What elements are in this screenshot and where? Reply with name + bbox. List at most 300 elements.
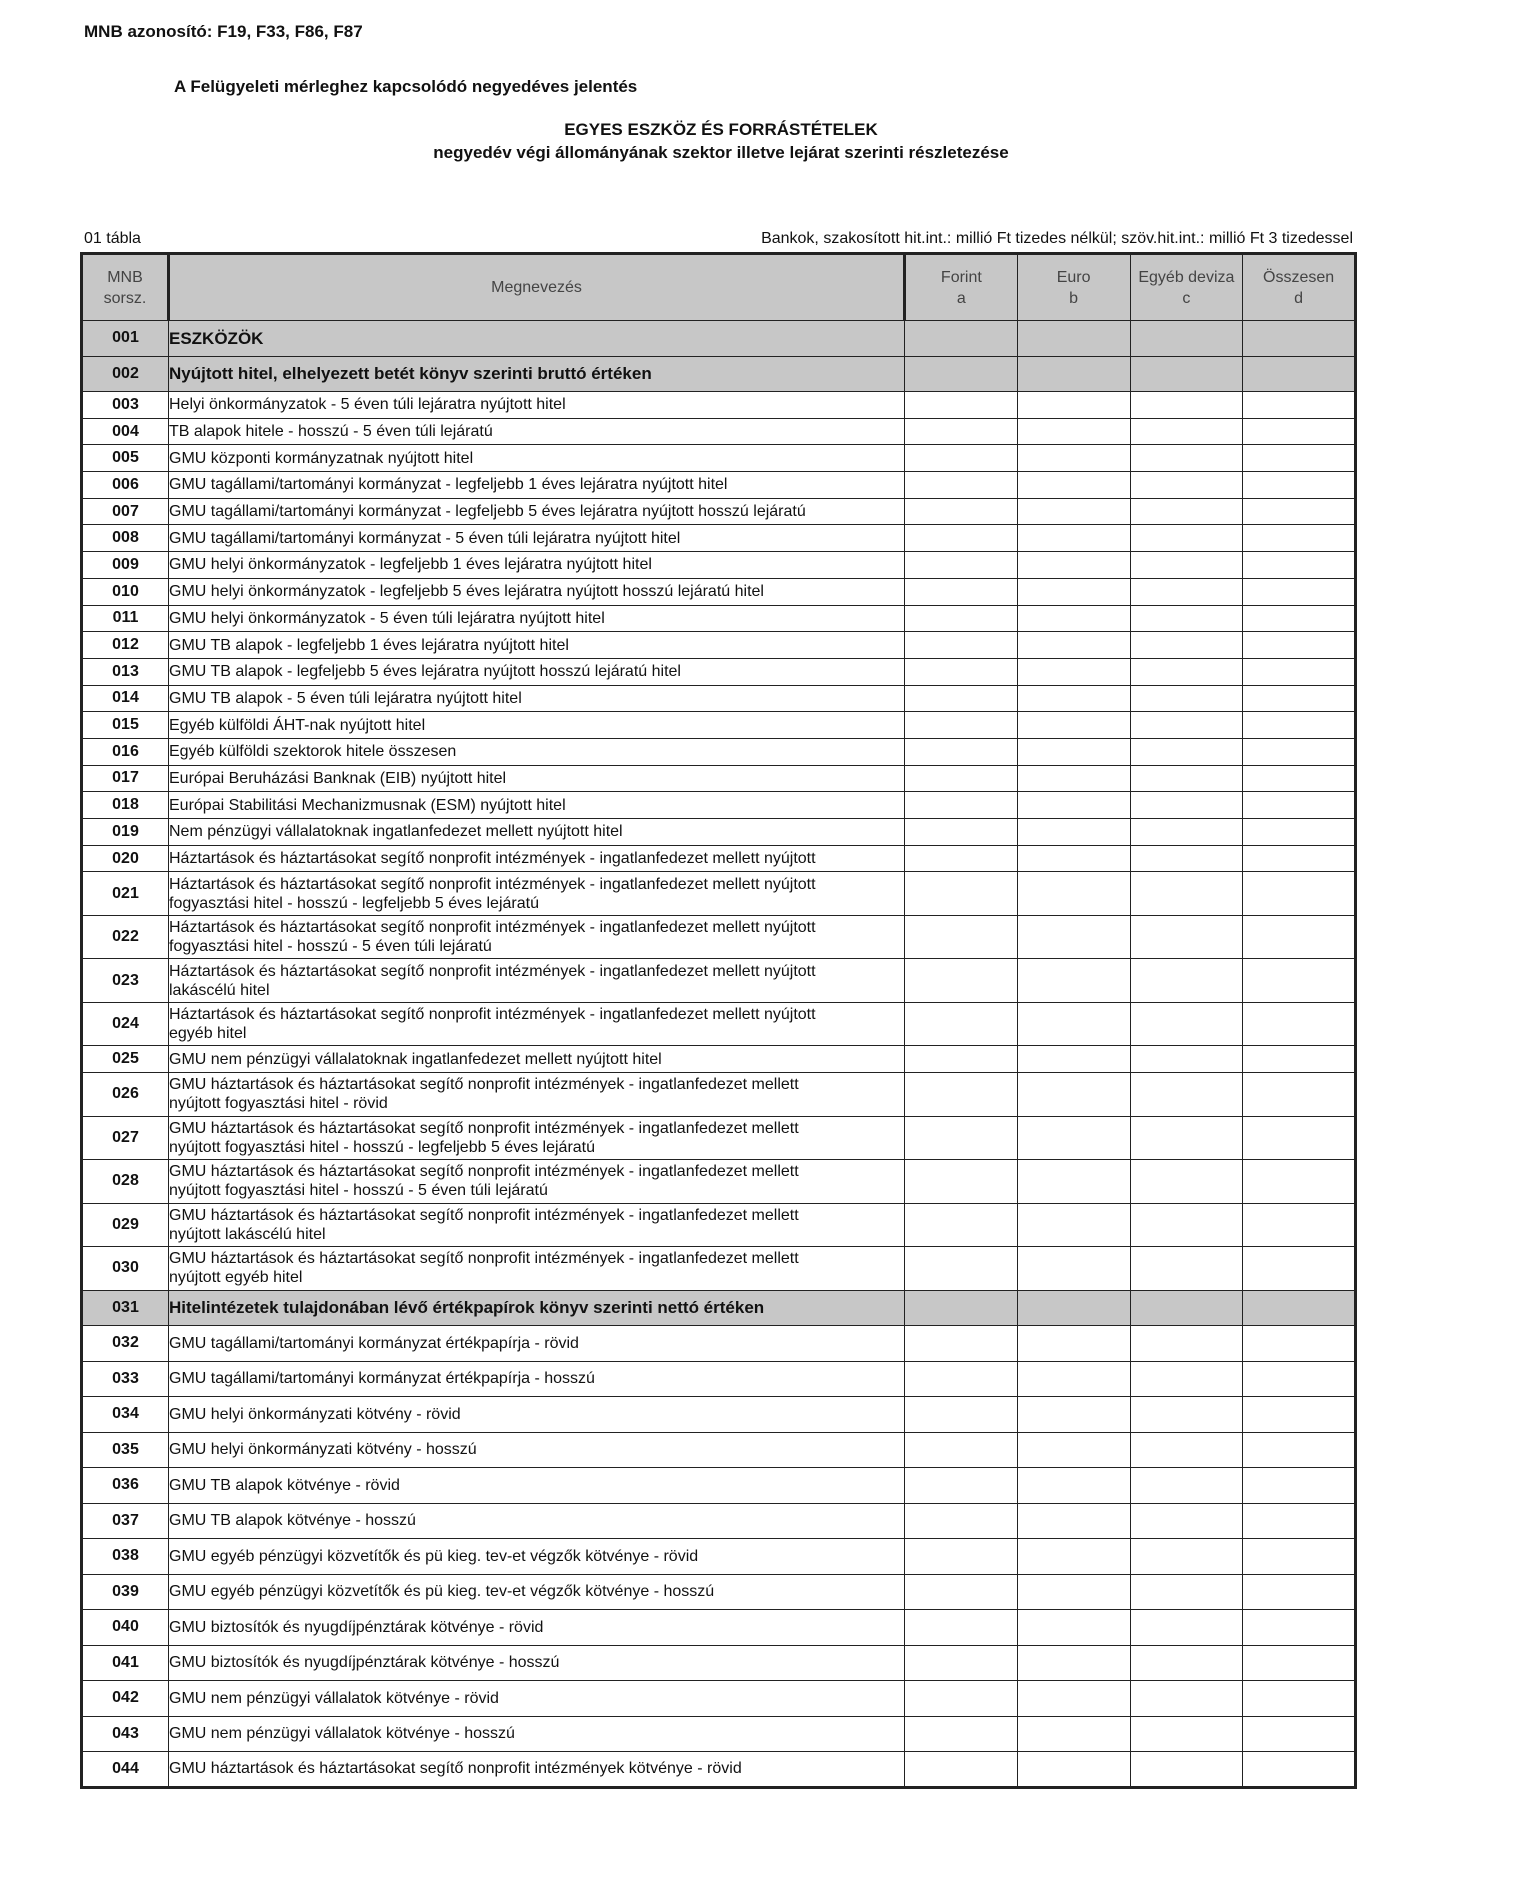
document-title: EGYES ESZKÖZ ÉS FORRÁSTÉTELEK	[564, 120, 878, 139]
row-number: 026	[82, 1073, 169, 1117]
row-label	[169, 738, 905, 765]
value-cell-euro[interactable]	[1017, 392, 1130, 419]
table-row	[82, 1432, 1356, 1468]
row-label	[169, 321, 905, 357]
row-label-line: GMU nem pénzügyi vállalatok kötvénye - rövid	[169, 1689, 499, 1707]
value-cell-euro[interactable]	[1017, 765, 1130, 792]
value-cell-forint[interactable]	[905, 632, 1018, 659]
row-label	[169, 498, 905, 525]
row-label	[169, 1073, 905, 1117]
value-cell-osszesen[interactable]	[1243, 1432, 1356, 1468]
value-cell-forint[interactable]	[905, 1160, 1018, 1204]
value-cell-forint[interactable]	[905, 321, 1018, 357]
value-cell-osszesen[interactable]	[1243, 321, 1356, 357]
value-cell-forint[interactable]	[905, 658, 1018, 685]
row-label-line: GMU helyi önkormányzatok - 5 éven túli lejáratra nyújtott hitel	[169, 609, 605, 627]
value-cell-euro[interactable]	[1017, 1574, 1130, 1610]
value-cell-forint[interactable]	[905, 1752, 1018, 1788]
row-label	[169, 1361, 905, 1397]
row-number: 036	[82, 1468, 169, 1504]
table-row	[82, 418, 1356, 445]
value-cell-forint[interactable]	[905, 1432, 1018, 1468]
value-cell-euro[interactable]	[1017, 845, 1130, 872]
value-cell-osszesen[interactable]	[1243, 1645, 1356, 1681]
value-cell-osszesen[interactable]	[1243, 915, 1356, 959]
row-label	[169, 472, 905, 499]
table-row	[82, 738, 1356, 765]
row-label	[169, 1203, 905, 1247]
value-cell-egyeb-deviza[interactable]	[1130, 765, 1243, 792]
value-cell-egyeb-deviza[interactable]	[1130, 1046, 1243, 1073]
value-cell-forint[interactable]	[905, 1073, 1018, 1117]
value-cell-egyeb-deviza[interactable]	[1130, 552, 1243, 579]
table-row	[82, 392, 1356, 419]
row-label	[169, 632, 905, 659]
value-cell-egyeb-deviza[interactable]	[1130, 1539, 1243, 1575]
value-cell-osszesen[interactable]	[1243, 1397, 1356, 1433]
row-label	[169, 1681, 905, 1717]
value-cell-euro[interactable]	[1017, 1290, 1130, 1326]
value-cell-euro[interactable]	[1017, 1716, 1130, 1752]
value-cell-forint[interactable]	[905, 1574, 1018, 1610]
value-cell-egyeb-deviza[interactable]	[1130, 445, 1243, 472]
value-cell-euro[interactable]	[1017, 1539, 1130, 1575]
value-cell-egyeb-deviza[interactable]	[1130, 1574, 1243, 1610]
header-mnb-sorsz: MNB sorsz.	[82, 254, 169, 321]
table-row	[82, 915, 1356, 959]
value-cell-euro[interactable]	[1017, 632, 1130, 659]
table-row	[82, 1574, 1356, 1610]
mnb-identifier: MNB azonosító: F19, F33, F86, F87	[84, 22, 363, 41]
row-number: 035	[82, 1432, 169, 1468]
value-cell-egyeb-deviza[interactable]	[1130, 418, 1243, 445]
row-label	[169, 959, 905, 1003]
row-label-line: GMU tagállami/tartományi kormányzat - legfeljebb 1 éves lejáratra nyújtott hitel	[169, 476, 728, 494]
value-cell-euro[interactable]	[1017, 605, 1130, 632]
table-row	[82, 1752, 1356, 1788]
value-cell-egyeb-deviza[interactable]	[1130, 872, 1243, 916]
value-cell-forint[interactable]	[905, 1116, 1018, 1160]
value-cell-egyeb-deviza[interactable]	[1130, 712, 1243, 739]
value-cell-forint[interactable]	[905, 845, 1018, 872]
row-number: 024	[82, 1002, 169, 1046]
value-cell-forint[interactable]	[905, 1468, 1018, 1504]
row-label-line: GMU egyéb pénzügyi közvetítők és pü kieg. tev-et végzők kötvénye - rövid	[169, 1547, 699, 1565]
table-row	[82, 498, 1356, 525]
value-cell-osszesen[interactable]	[1243, 845, 1356, 872]
value-cell-osszesen[interactable]	[1243, 1468, 1356, 1504]
row-number: 031	[82, 1290, 169, 1326]
row-label-line: GMU tagállami/tartományi kormányzat - legfeljebb 5 éves lejáratra nyújtott hosszú lejáratú	[169, 503, 806, 521]
value-cell-egyeb-deviza[interactable]	[1130, 1716, 1243, 1752]
value-cell-osszesen[interactable]	[1243, 1002, 1356, 1046]
value-cell-egyeb-deviza[interactable]	[1130, 792, 1243, 819]
table-row	[82, 1610, 1356, 1646]
value-cell-euro[interactable]	[1017, 1681, 1130, 1717]
value-cell-euro[interactable]	[1017, 1002, 1130, 1046]
row-label-line: GMU nem pénzügyi vállalatoknak ingatlanfedezet mellett nyújtott hitel	[169, 1050, 662, 1068]
value-cell-osszesen[interactable]	[1243, 1160, 1356, 1204]
row-label	[169, 418, 905, 445]
value-cell-forint[interactable]	[905, 1326, 1018, 1362]
value-cell-osszesen[interactable]	[1243, 819, 1356, 846]
row-label	[169, 658, 905, 685]
table-row	[82, 1203, 1356, 1247]
value-cell-egyeb-deviza[interactable]	[1130, 1645, 1243, 1681]
value-cell-euro[interactable]	[1017, 819, 1130, 846]
row-label-line: GMU TB alapok - 5 éven túli lejáratra nyújtott hitel	[169, 689, 522, 707]
row-number: 037	[82, 1503, 169, 1539]
value-cell-egyeb-deviza[interactable]	[1130, 1361, 1243, 1397]
value-cell-osszesen[interactable]	[1243, 712, 1356, 739]
value-cell-forint[interactable]	[905, 498, 1018, 525]
row-label-line: Hitelintézetek tulajdonában lévő értékpapírok könyv szerinti nettó értéken	[169, 1298, 765, 1318]
table-row	[82, 1716, 1356, 1752]
table-row	[82, 1503, 1356, 1539]
table-row	[82, 1681, 1356, 1717]
value-cell-euro[interactable]	[1017, 525, 1130, 552]
row-label-line: GMU TB alapok - legfeljebb 1 éves lejáratra nyújtott hitel	[169, 636, 569, 654]
row-label-line: lakáscélú hitel	[169, 981, 270, 999]
value-cell-egyeb-deviza[interactable]	[1130, 685, 1243, 712]
value-cell-forint[interactable]	[905, 1002, 1018, 1046]
row-label-line: Háztartások és háztartásokat segítő nonprofit intézmények - ingatlanfedezet mellett nyújtott	[169, 850, 816, 868]
value-cell-egyeb-deviza[interactable]	[1130, 472, 1243, 499]
row-label-line: GMU tagállami/tartományi kormányzat értékpapírja - hosszú	[169, 1370, 595, 1388]
report-title: A Felügyeleti mérleghez kapcsolódó negyedéves jelentés	[174, 77, 638, 96]
row-label	[169, 1574, 905, 1610]
table-row	[82, 1290, 1356, 1326]
row-label	[169, 392, 905, 419]
value-cell-osszesen[interactable]	[1243, 418, 1356, 445]
row-label-line: GMU háztartások és háztartásokat segítő nonprofit intézmények - ingatlanfedezet mellett	[169, 1163, 799, 1181]
row-label	[169, 872, 905, 916]
row-number: 032	[82, 1326, 169, 1362]
value-cell-osszesen[interactable]	[1243, 1716, 1356, 1752]
row-label-line: egyéb hitel	[169, 1025, 247, 1043]
value-cell-egyeb-deviza[interactable]	[1130, 1610, 1243, 1646]
value-cell-forint[interactable]	[905, 1203, 1018, 1247]
table-row	[82, 525, 1356, 552]
value-cell-euro[interactable]	[1017, 1160, 1130, 1204]
table-row	[82, 1539, 1356, 1575]
row-label	[169, 1002, 905, 1046]
row-number: 009	[82, 552, 169, 579]
row-label	[169, 1397, 905, 1433]
row-label-line: GMU egyéb pénzügyi közvetítők és pü kieg. tev-et végzők kötvénye - hosszú	[169, 1583, 715, 1601]
row-label-line: GMU biztosítók és nyugdíjpénztárak kötvénye - rövid	[169, 1618, 544, 1636]
value-cell-forint[interactable]	[905, 712, 1018, 739]
row-label-line: GMU nem pénzügyi vállalatok kötvénye - hosszú	[169, 1725, 515, 1743]
value-cell-euro[interactable]	[1017, 356, 1130, 392]
value-cell-forint[interactable]	[905, 356, 1018, 392]
row-label-line: Háztartások és háztartásokat segítő nonprofit intézmények - ingatlanfedezet mellett nyújtott	[169, 962, 816, 980]
value-cell-egyeb-deviza[interactable]	[1130, 658, 1243, 685]
row-label-line: Helyi önkormányzatok - 5 éven túli lejáratra nyújtott hitel	[169, 396, 566, 414]
value-cell-osszesen[interactable]	[1243, 1752, 1356, 1788]
header-megnevezes: Megnevezés	[169, 254, 905, 321]
row-number: 016	[82, 738, 169, 765]
table-row	[82, 1468, 1356, 1504]
value-cell-euro[interactable]	[1017, 872, 1130, 916]
value-cell-euro[interactable]	[1017, 321, 1130, 357]
row-number: 020	[82, 845, 169, 872]
value-cell-forint[interactable]	[905, 392, 1018, 419]
row-label	[169, 712, 905, 739]
value-cell-euro[interactable]	[1017, 552, 1130, 579]
row-label	[169, 1116, 905, 1160]
value-cell-forint[interactable]	[905, 765, 1018, 792]
row-label-line: Európai Stabilitási Mechanizmusnak (ESM) nyújtott hitel	[169, 796, 566, 814]
value-cell-egyeb-deviza[interactable]	[1130, 1468, 1243, 1504]
value-cell-egyeb-deviza[interactable]	[1130, 498, 1243, 525]
value-cell-forint[interactable]	[905, 552, 1018, 579]
value-cell-egyeb-deviza[interactable]	[1130, 738, 1243, 765]
value-cell-egyeb-deviza[interactable]	[1130, 1116, 1243, 1160]
row-number: 013	[82, 658, 169, 685]
value-cell-egyeb-deviza[interactable]	[1130, 1160, 1243, 1204]
row-label-line: GMU háztartások és háztartásokat segítő nonprofit intézmények - ingatlanfedezet mellett	[169, 1119, 799, 1137]
table-label: 01 tábla	[84, 230, 141, 247]
row-label-line: Egyéb külföldi szektorok hitele összesen	[169, 743, 457, 761]
value-cell-osszesen[interactable]	[1243, 1574, 1356, 1610]
value-cell-euro[interactable]	[1017, 712, 1130, 739]
row-label	[169, 1716, 905, 1752]
row-number: 012	[82, 632, 169, 659]
row-number: 040	[82, 1610, 169, 1646]
row-label	[169, 765, 905, 792]
value-cell-forint[interactable]	[905, 1503, 1018, 1539]
table-row	[82, 1645, 1356, 1681]
row-label-line: ESZKÖZÖK	[169, 328, 264, 348]
table-row	[82, 321, 1356, 357]
row-label	[169, 578, 905, 605]
value-cell-osszesen[interactable]	[1243, 498, 1356, 525]
value-cell-forint[interactable]	[905, 819, 1018, 846]
row-label-line: GMU tagállami/tartományi kormányzat - 5 éven túli lejáratra nyújtott hitel	[169, 529, 681, 547]
row-label-line: Nem pénzügyi vállalatoknak ingatlanfedezet mellett nyújtott hitel	[169, 823, 623, 841]
value-cell-euro[interactable]	[1017, 658, 1130, 685]
value-cell-egyeb-deviza[interactable]	[1130, 356, 1243, 392]
value-cell-egyeb-deviza[interactable]	[1130, 959, 1243, 1003]
value-cell-egyeb-deviza[interactable]	[1130, 632, 1243, 659]
value-cell-euro[interactable]	[1017, 1046, 1130, 1073]
value-cell-euro[interactable]	[1017, 1073, 1130, 1117]
value-cell-euro[interactable]	[1017, 1645, 1130, 1681]
value-cell-forint[interactable]	[905, 445, 1018, 472]
value-cell-egyeb-deviza[interactable]	[1130, 321, 1243, 357]
value-cell-osszesen[interactable]	[1243, 1116, 1356, 1160]
value-cell-euro[interactable]	[1017, 1361, 1130, 1397]
row-number: 043	[82, 1716, 169, 1752]
value-cell-forint[interactable]	[905, 915, 1018, 959]
row-number: 015	[82, 712, 169, 739]
value-cell-osszesen[interactable]	[1243, 392, 1356, 419]
row-number: 038	[82, 1539, 169, 1575]
value-cell-egyeb-deviza[interactable]	[1130, 915, 1243, 959]
value-cell-osszesen[interactable]	[1243, 685, 1356, 712]
value-cell-forint[interactable]	[905, 792, 1018, 819]
row-label	[169, 1645, 905, 1681]
row-number: 001	[82, 321, 169, 357]
value-cell-egyeb-deviza[interactable]	[1130, 578, 1243, 605]
header-euro: Euro b	[1017, 254, 1130, 321]
value-cell-euro[interactable]	[1017, 792, 1130, 819]
header-osszesen: Összesen d	[1243, 254, 1356, 321]
row-label	[169, 552, 905, 579]
row-label-line: GMU helyi önkormányzatok - legfeljebb 1 éves lejáratra nyújtott hitel	[169, 556, 652, 574]
document-subtitle: negyedév végi állományának szektor illetve lejárat szerinti részletezése	[433, 143, 1009, 162]
value-cell-osszesen[interactable]	[1243, 1046, 1356, 1073]
value-cell-osszesen[interactable]	[1243, 1203, 1356, 1247]
value-cell-egyeb-deviza[interactable]	[1130, 1503, 1243, 1539]
value-cell-egyeb-deviza[interactable]	[1130, 1681, 1243, 1717]
row-number: 010	[82, 578, 169, 605]
value-cell-euro[interactable]	[1017, 418, 1130, 445]
value-cell-forint[interactable]	[905, 1247, 1018, 1291]
value-cell-egyeb-deviza[interactable]	[1130, 605, 1243, 632]
row-label-line: nyújtott fogyasztási hitel - rövid	[169, 1095, 388, 1113]
table-row	[82, 356, 1356, 392]
value-cell-osszesen[interactable]	[1243, 765, 1356, 792]
value-cell-forint[interactable]	[905, 578, 1018, 605]
value-cell-egyeb-deviza[interactable]	[1130, 1326, 1243, 1362]
value-cell-forint[interactable]	[905, 1716, 1018, 1752]
value-cell-euro[interactable]	[1017, 1468, 1130, 1504]
value-cell-osszesen[interactable]	[1243, 1073, 1356, 1117]
row-label-line: GMU háztartások és háztartásokat segítő nonprofit intézmények - ingatlanfedezet mellett	[169, 1076, 799, 1094]
value-cell-euro[interactable]	[1017, 738, 1130, 765]
value-cell-osszesen[interactable]	[1243, 472, 1356, 499]
value-cell-egyeb-deviza[interactable]	[1130, 392, 1243, 419]
value-cell-forint[interactable]	[905, 1046, 1018, 1073]
value-cell-euro[interactable]	[1017, 1247, 1130, 1291]
table-row	[82, 552, 1356, 579]
value-cell-egyeb-deviza[interactable]	[1130, 1203, 1243, 1247]
value-cell-egyeb-deviza[interactable]	[1130, 1002, 1243, 1046]
value-cell-osszesen[interactable]	[1243, 525, 1356, 552]
value-cell-osszesen[interactable]	[1243, 959, 1356, 1003]
row-label-line: GMU tagállami/tartományi kormányzat értékpapírja - rövid	[169, 1334, 579, 1352]
value-cell-forint[interactable]	[905, 1645, 1018, 1681]
value-cell-forint[interactable]	[905, 1610, 1018, 1646]
value-cell-egyeb-deviza[interactable]	[1130, 525, 1243, 552]
value-cell-osszesen[interactable]	[1243, 1290, 1356, 1326]
value-cell-euro[interactable]	[1017, 498, 1130, 525]
value-cell-osszesen[interactable]	[1243, 1681, 1356, 1717]
value-cell-forint[interactable]	[905, 959, 1018, 1003]
value-cell-osszesen[interactable]	[1243, 356, 1356, 392]
header-egyeb-deviza: Egyéb deviza c	[1130, 254, 1243, 321]
row-label-line: GMU helyi önkormányzati kötvény - rövid	[169, 1405, 461, 1423]
value-cell-euro[interactable]	[1017, 1203, 1130, 1247]
value-cell-osszesen[interactable]	[1243, 658, 1356, 685]
value-cell-osszesen[interactable]	[1243, 578, 1356, 605]
value-cell-euro[interactable]	[1017, 959, 1130, 1003]
value-cell-osszesen[interactable]	[1243, 445, 1356, 472]
row-number: 006	[82, 472, 169, 499]
value-cell-forint[interactable]	[905, 472, 1018, 499]
value-cell-forint[interactable]	[905, 1361, 1018, 1397]
value-cell-egyeb-deviza[interactable]	[1130, 1752, 1243, 1788]
value-cell-forint[interactable]	[905, 685, 1018, 712]
row-number: 004	[82, 418, 169, 445]
value-cell-osszesen[interactable]	[1243, 1503, 1356, 1539]
value-cell-euro[interactable]	[1017, 1503, 1130, 1539]
row-label-line: nyújtott egyéb hitel	[169, 1269, 303, 1287]
value-cell-osszesen[interactable]	[1243, 1361, 1356, 1397]
value-cell-egyeb-deviza[interactable]	[1130, 1073, 1243, 1117]
value-cell-euro[interactable]	[1017, 1610, 1130, 1646]
value-cell-egyeb-deviza[interactable]	[1130, 845, 1243, 872]
value-cell-osszesen[interactable]	[1243, 1610, 1356, 1646]
value-cell-osszesen[interactable]	[1243, 792, 1356, 819]
row-label-line: GMU központi kormányzatnak nyújtott hitel	[169, 449, 474, 467]
table-row	[82, 1116, 1356, 1160]
row-number: 007	[82, 498, 169, 525]
value-cell-osszesen[interactable]	[1243, 872, 1356, 916]
value-cell-euro[interactable]	[1017, 1326, 1130, 1362]
row-label-line: GMU háztartások és háztartásokat segítő nonprofit intézmények kötvénye - rövid	[169, 1760, 742, 1778]
value-cell-euro[interactable]	[1017, 1432, 1130, 1468]
value-cell-osszesen[interactable]	[1243, 1326, 1356, 1362]
value-cell-osszesen[interactable]	[1243, 605, 1356, 632]
table-row	[82, 819, 1356, 846]
value-cell-forint[interactable]	[905, 1290, 1018, 1326]
value-cell-osszesen[interactable]	[1243, 1539, 1356, 1575]
table-row	[82, 472, 1356, 499]
row-label-line: nyújtott lakáscélú hitel	[169, 1225, 326, 1243]
row-label	[169, 1468, 905, 1504]
value-cell-egyeb-deviza[interactable]	[1130, 1432, 1243, 1468]
value-cell-euro[interactable]	[1017, 1752, 1130, 1788]
row-label	[169, 356, 905, 392]
value-cell-euro[interactable]	[1017, 445, 1130, 472]
value-cell-forint[interactable]	[905, 1539, 1018, 1575]
row-label-line: GMU helyi önkormányzati kötvény - hosszú	[169, 1441, 477, 1459]
value-cell-euro[interactable]	[1017, 1116, 1130, 1160]
value-cell-euro[interactable]	[1017, 915, 1130, 959]
value-cell-euro[interactable]	[1017, 685, 1130, 712]
row-label-line: Háztartások és háztartásokat segítő nonprofit intézmények - ingatlanfedezet mellett nyújtott	[169, 875, 816, 893]
value-cell-forint[interactable]	[905, 605, 1018, 632]
value-cell-euro[interactable]	[1017, 1397, 1130, 1433]
value-cell-forint[interactable]	[905, 872, 1018, 916]
value-cell-osszesen[interactable]	[1243, 632, 1356, 659]
value-cell-euro[interactable]	[1017, 578, 1130, 605]
value-cell-egyeb-deviza[interactable]	[1130, 1397, 1243, 1433]
value-cell-euro[interactable]	[1017, 472, 1130, 499]
value-cell-forint[interactable]	[905, 1681, 1018, 1717]
row-label	[169, 1752, 905, 1788]
value-cell-egyeb-deviza[interactable]	[1130, 1290, 1243, 1326]
table-header-row	[82, 254, 1356, 321]
value-cell-osszesen[interactable]	[1243, 1247, 1356, 1291]
row-number: 028	[82, 1160, 169, 1204]
value-cell-forint[interactable]	[905, 418, 1018, 445]
value-cell-egyeb-deviza[interactable]	[1130, 819, 1243, 846]
value-cell-forint[interactable]	[905, 525, 1018, 552]
table-row	[82, 1397, 1356, 1433]
value-cell-egyeb-deviza[interactable]	[1130, 1247, 1243, 1291]
value-cell-forint[interactable]	[905, 738, 1018, 765]
row-label	[169, 1046, 905, 1073]
table-row	[82, 445, 1356, 472]
value-cell-forint[interactable]	[905, 1397, 1018, 1433]
value-cell-osszesen[interactable]	[1243, 552, 1356, 579]
table-row	[82, 1046, 1356, 1073]
value-cell-osszesen[interactable]	[1243, 738, 1356, 765]
